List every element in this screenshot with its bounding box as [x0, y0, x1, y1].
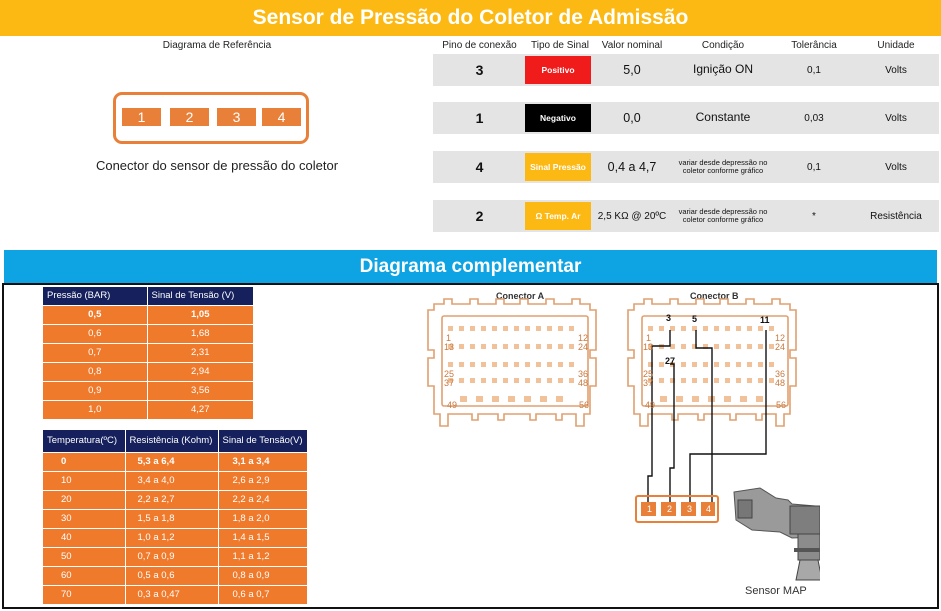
condition: Ignição ON: [692, 62, 754, 77]
signal-type-badge: Sinal Pressão: [525, 153, 591, 181]
pin-row: [433, 102, 939, 134]
table-row: [43, 362, 254, 381]
tolerance: 0,03: [804, 112, 824, 124]
resistance-cell: 0,7 a 0,9: [125, 547, 218, 566]
voltage-cell: 1,1 a 1,2: [218, 547, 308, 566]
condition: variar desde depressão no coletor conforme gráfico: [678, 206, 768, 224]
wire-pin-27: [670, 364, 674, 504]
table-row: [43, 566, 308, 585]
resistance-header: Resistência (Kohm): [125, 430, 218, 452]
temperature-cell: 0: [43, 452, 125, 471]
voltage-cell: 1,8 a 2,0: [218, 509, 308, 528]
voltage-cell: 2,2 a 2,4: [218, 490, 308, 509]
unit: Volts: [885, 112, 907, 124]
temperature-header: Temperatura(ºC): [43, 430, 125, 452]
pin-number: 4: [475, 159, 484, 175]
table-row: [43, 528, 308, 547]
temperature-cell: 40: [43, 528, 125, 547]
connector-b-pin-label: 24: [775, 342, 786, 352]
table-row: [43, 343, 254, 362]
connector-a-pin-label: 56: [579, 400, 590, 410]
voltage-header: Sinal de Tensão(V): [218, 430, 308, 452]
connector-a-pin-label: 49: [447, 400, 458, 410]
temperature-cell: 10: [43, 471, 125, 490]
condition: variar desde depressão no coletor conforme gráfico: [678, 157, 768, 175]
header-signal-type: Tipo de Sinal: [531, 39, 589, 51]
table-row: [43, 585, 308, 604]
signal-type-badge: Positivo: [525, 56, 591, 84]
pressure-cell: 0,8: [43, 362, 147, 381]
connector-a-pin-label: 37: [444, 378, 455, 388]
connector-b-pin-label: 1: [646, 333, 652, 343]
header-unit: Unidade: [877, 39, 915, 51]
connector-a-pin-label: 48: [578, 378, 589, 388]
voltage-cell: 3,1 a 3,4: [218, 452, 308, 471]
reference-panel: [4, 55, 430, 248]
resistance-cell: 2,2 a 2,7: [125, 490, 218, 509]
table-row: [43, 400, 254, 419]
connector-b-pin-label: 48: [775, 378, 786, 388]
table-row: [43, 381, 254, 400]
sensor-pin-4: 4: [706, 504, 712, 514]
wire-label-3: 3: [666, 313, 672, 323]
reference-pin-4: 4: [262, 108, 301, 126]
pin-row: [433, 54, 939, 86]
pin-number: 1: [475, 110, 484, 126]
reference-pin-3: 3: [217, 108, 256, 126]
connector-b-label: Conector B: [690, 291, 739, 301]
resistance-cell: 0,3 a 0,47: [125, 585, 218, 604]
table-row: [43, 305, 254, 324]
pressure-table: [43, 287, 254, 419]
pin-number: 2: [475, 208, 484, 224]
connector-b-pin-label: 37: [643, 378, 654, 388]
sensor-pin-3: 3: [687, 504, 693, 514]
pin-number: 3: [475, 62, 484, 78]
sensor-pin-1: 1: [647, 504, 653, 514]
connector-b-pin-label: 25: [643, 369, 654, 379]
sensor-map-label: Sensor MAP: [745, 585, 807, 597]
pin-row: [433, 200, 939, 232]
temperature-cell: 30: [43, 509, 125, 528]
connector-pin-holes: [448, 326, 774, 402]
resistance-cell: 5,3 a 6,4: [125, 452, 218, 471]
wire-label-5: 5: [692, 314, 698, 324]
sensor-pin-2: 2: [667, 504, 673, 514]
complementary-bar: [4, 250, 937, 283]
table-row: [43, 490, 308, 509]
pressure-cell: 0,9: [43, 381, 147, 400]
table-row: [43, 471, 308, 490]
map-sensor-icon: [734, 488, 820, 580]
connector-a-pin-label: 12: [578, 333, 589, 343]
resistance-cell: 0,5 a 0,6: [125, 566, 218, 585]
temperature-cell: 70: [43, 585, 125, 604]
voltage-cell: 3,56: [147, 381, 254, 400]
connector-a-pin-label: 24: [578, 342, 589, 352]
reference-caption: Conector do sensor de pressão do coletor: [95, 158, 339, 173]
signal-type-badge: Negativo: [525, 104, 591, 132]
wire-label-27: 27: [665, 356, 676, 366]
pressure-cell: 0,6: [43, 324, 147, 343]
table-row: [43, 547, 308, 566]
tolerance: *: [812, 210, 816, 222]
wire-pin-11: [690, 330, 766, 504]
nominal-value: 2,5 KΩ @ 20ºC: [597, 210, 667, 222]
temperature-cell: 20: [43, 490, 125, 509]
voltage-header: Sinal de Tensão (V): [147, 287, 254, 305]
nominal-value: 5,0: [623, 63, 641, 77]
title-bar: [0, 0, 941, 36]
header-reference-diagram: Diagrama de Referência: [162, 39, 272, 51]
pressure-cell: 0,5: [43, 305, 147, 324]
connector-b-pin-label: 12: [775, 333, 786, 343]
tolerance: 0,1: [807, 64, 821, 76]
unit: Resistência: [870, 210, 922, 222]
complementary-title: Diagrama complementar: [359, 255, 582, 277]
unit: Volts: [885, 64, 907, 76]
reference-pin-1: 1: [122, 108, 161, 126]
wire-label-11: 11: [760, 315, 770, 325]
condition: Constante: [695, 110, 751, 125]
voltage-cell: 2,94: [147, 362, 254, 381]
connector-a-label: Conector A: [496, 291, 545, 301]
reference-connector: [113, 92, 309, 144]
header-pin: Pino de conexão: [442, 39, 517, 51]
temperature-cell: 60: [43, 566, 125, 585]
voltage-cell: 2,6 a 2,9: [218, 471, 308, 490]
pressure-header: Pressão (BAR): [43, 287, 147, 305]
page-title: Sensor de Pressão do Coletor de Admissão: [252, 6, 689, 29]
voltage-cell: 1,68: [147, 324, 254, 343]
connector-a-pin-label: 25: [444, 369, 455, 379]
voltage-cell: 0,8 a 0,9: [218, 566, 308, 585]
tolerance: 0,1: [807, 161, 821, 173]
header-condition: Condição: [701, 39, 745, 51]
resistance-cell: 3,4 a 4,0: [125, 471, 218, 490]
connector-b-pin-label: 13: [643, 342, 654, 352]
signal-type-badge: Ω Temp. Ar: [525, 202, 591, 230]
pin-row: [433, 151, 939, 183]
nominal-value: 0,4 a 4,7: [607, 160, 657, 174]
connector-b-pin-label: 56: [776, 400, 787, 410]
pressure-cell: 1,0: [43, 400, 147, 419]
voltage-cell: 1,4 a 1,5: [218, 528, 308, 547]
table-row: [43, 452, 308, 471]
voltage-cell: 4,27: [147, 400, 254, 419]
reference-pin-2: 2: [170, 108, 209, 126]
connector-b-pin-label: 49: [645, 400, 656, 410]
voltage-cell: 2,31: [147, 343, 254, 362]
connector-a-pin-label: 1: [446, 333, 452, 343]
table-row: [43, 509, 308, 528]
connector-diagram: [420, 286, 820, 586]
temperature-table: [43, 430, 308, 604]
temperature-cell: 50: [43, 547, 125, 566]
voltage-cell: 0,6 a 0,7: [218, 585, 308, 604]
voltage-cell: 1,05: [147, 305, 254, 324]
unit: Volts: [885, 161, 907, 173]
header-tolerance: Tolerância: [791, 39, 837, 51]
connector-a-pin-label: 36: [578, 369, 589, 379]
pressure-cell: 0,7: [43, 343, 147, 362]
table-row: [43, 324, 254, 343]
connector-a-pin-label: 13: [444, 342, 455, 352]
header-nominal: Valor nominal: [601, 39, 663, 51]
resistance-cell: 1,5 a 1,8: [125, 509, 218, 528]
resistance-cell: 1,0 a 1,2: [125, 528, 218, 547]
connector-b-pin-label: 36: [775, 369, 786, 379]
nominal-value: 0,0: [623, 111, 641, 125]
